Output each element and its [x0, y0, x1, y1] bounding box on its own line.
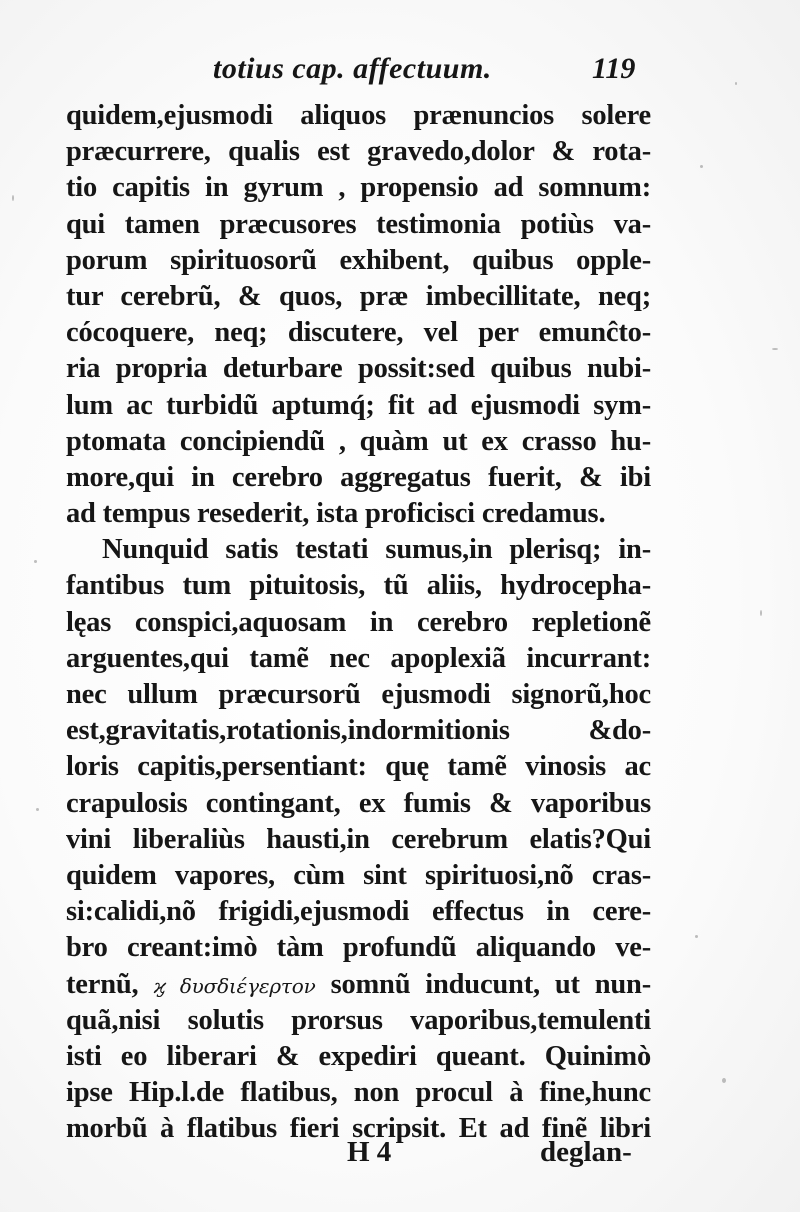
scan-speck	[695, 935, 698, 938]
text-line: loris capitis,persentiant: quę tamẽ vinosis ac	[66, 751, 651, 783]
running-title: totius cap. affectuum.	[213, 52, 492, 85]
body-text	[66, 98, 651, 1147]
signature-mark: H 4	[347, 1136, 392, 1168]
text-line: est,gravitatis,rotationis,indormitionis &do-	[66, 715, 651, 747]
text-line: morbũ à flatibus fieri scripsit. Et ad finẽ libri	[66, 1113, 651, 1145]
text-line: præcurrere, qualis est gravedo,dolor & rota-	[66, 136, 651, 168]
text-line: tio capitis in gyrum , propensio ad somnum:	[66, 172, 651, 204]
text-fragment: ternũ,	[66, 968, 139, 1000]
greek-phrase: ϗ δυσδιέγερτον	[153, 973, 316, 998]
text-line: tur cerebrũ, & quos, præ imbecillitate, neq;	[66, 280, 651, 312]
text-line: arguentes,qui tamẽ nec apoplexiã incurrant:	[66, 642, 651, 674]
text-line: lum ac turbidũ aptumq́; fit ad ejusmodi sym-	[66, 389, 651, 421]
text-line: nec ullum præcursorũ ejusmodi signorũ,hoc	[66, 679, 651, 710]
text-line: isti eo liberari & expediri queant. Quinimò	[66, 1040, 651, 1072]
text-line: vini liberaliùs hausti,in cerebrum elatis?Qui	[66, 823, 651, 855]
text-line: Nunquid satis testati sumus,in plerisq; in-	[102, 534, 651, 566]
text-line: ria propria deturbare possit:sed quibus nubi-	[66, 353, 651, 385]
text-line: porum spirituosorũ exhibent, quibus opple-	[66, 244, 651, 276]
text-line: quidem vapores, cùm sint spirituosi,nõ cras-	[66, 859, 651, 891]
text-line: si:calidi,nõ frigidi,ejusmodi effectus in cere-	[66, 896, 651, 928]
text-line: crapulosis contingant, ex fumis & vaporibus	[66, 787, 651, 819]
page-footer	[0, 1136, 800, 1176]
scan-speck	[772, 348, 778, 350]
text-line: quã,nisi solutis prorsus vaporibus,temulenti	[66, 1004, 651, 1036]
text-line: ad tempus resederit, ista proficisci credamus.	[66, 498, 606, 530]
scan-speck	[12, 195, 14, 201]
text-line: more,qui in cerebro aggregatus fuerit, & ibi	[66, 461, 651, 493]
text-line: cócoquere, neq; discutere, vel per emunĉto-	[66, 317, 651, 349]
page-number: 119	[592, 52, 636, 85]
page-header	[0, 52, 800, 92]
text-line: ipse Hip.l.de flatibus, non procul à fine,hunc	[66, 1077, 651, 1109]
scan-speck	[34, 560, 37, 563]
text-fragment: somnũ inducunt, ut nun-	[330, 968, 651, 1000]
text-line: bro creant:imò tàm profundũ aliquando ve-	[66, 932, 651, 964]
scan-speck	[36, 808, 39, 811]
text-line: ptomata concipiendũ , quàm ut ex crasso hu-	[66, 425, 651, 457]
text-line-with-greek	[66, 967, 651, 1003]
scan-speck	[760, 610, 762, 616]
text-line: lęas conspici,aquosam in cerebro repletionẽ	[66, 606, 651, 638]
scan-speck	[700, 165, 703, 168]
text-line: qui tamen præcusores testimonia potiùs va-	[66, 208, 651, 240]
scan-speck	[722, 1078, 726, 1083]
text-line: quidem,ejusmodi aliquos prænuncios solere	[66, 100, 651, 131]
text-line: fantibus tum pituitosis, tũ aliis, hydrocepha-	[66, 570, 651, 602]
catchword: deglan-	[540, 1136, 632, 1168]
